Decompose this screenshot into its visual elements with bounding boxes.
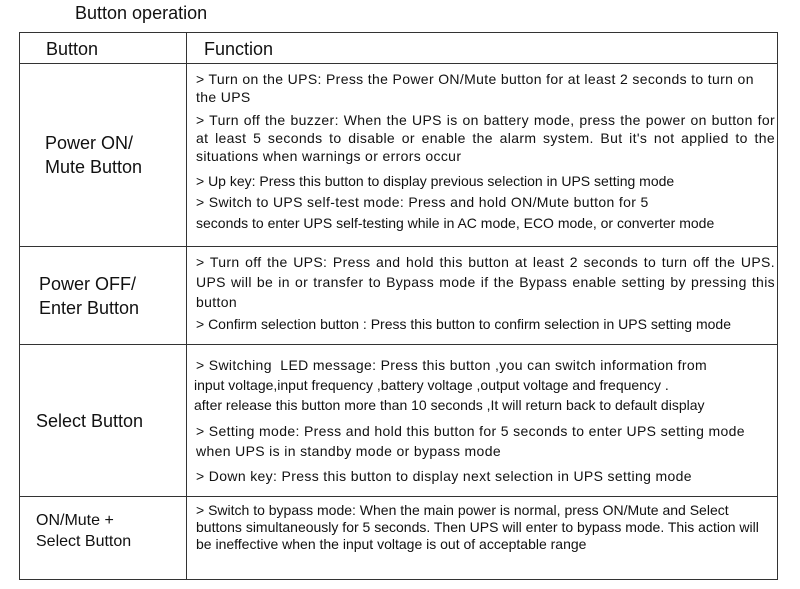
function-text: > Up key: Press this button to display previous selection in UPS setting mode — [196, 173, 675, 189]
header-button-label: Button — [46, 39, 99, 59]
button-name-line: Select Button — [36, 411, 144, 431]
table-row-power-off — [20, 247, 780, 345]
function-text: after release this button more than 10 seconds ,It will return back to default display — [194, 397, 705, 413]
table-row-onmute-select — [20, 497, 777, 579]
function-text: > Confirm selection button : Press this button to confirm selection in UPS setting mode — [196, 316, 731, 332]
function-text: > Turn off the UPS: Press and hold this button at least 2 seconds to turn off the UPS. UPS will be in or transfer to Bypass mode if the Bypass enable setting by pressing this button — [196, 254, 780, 310]
button-cell — [20, 345, 187, 496]
button-cell — [20, 247, 187, 344]
header-button-cell — [20, 33, 187, 63]
button-name-line: Mute Button — [45, 157, 143, 177]
page-title: Button operation — [75, 3, 208, 23]
function-text: > Down key: Press this button to display next selection in UPS setting mode — [196, 468, 692, 484]
table-row-power-on — [20, 64, 780, 247]
function-text: > Turn off the buzzer: When the UPS is on battery mode, press the power on button for at least 5 seconds to disable or enable the alarm system. But it's not applied to the situations when warnings or errors occur — [196, 112, 780, 164]
button-operation-table — [19, 32, 778, 580]
button-name — [45, 131, 142, 179]
function-cell — [187, 64, 780, 246]
button-cell — [20, 497, 187, 579]
button-name — [36, 510, 131, 552]
header-function-cell — [187, 33, 777, 63]
button-name-line: Power OFF/ — [39, 274, 137, 294]
button-cell — [20, 64, 187, 246]
function-cell — [187, 497, 777, 579]
function-text: seconds to enter UPS self-testing while in AC mode, ECO mode, or converter mode — [196, 215, 715, 231]
button-name-line: ON/Mute + — [36, 512, 114, 529]
function-text: input voltage,input frequency ,battery voltage ,output voltage and frequency . — [194, 377, 669, 393]
function-text: > Setting mode: Press and hold this button for 5 seconds to enter UPS setting mode when UPS is in standby mode or bypass mode — [196, 423, 750, 459]
function-text: > Switch to UPS self-test mode: Press and hold ON/Mute button for 5 — [196, 194, 649, 210]
function-text: > Turn on the UPS: Press the Power ON/Mute button for at least 2 seconds to turn on the UPS — [196, 71, 759, 105]
header-function-label: Function — [204, 39, 274, 59]
function-cell — [187, 247, 780, 344]
function-text: > Switching LED message: Press this button ,you can switch information from — [196, 357, 707, 373]
table-header-row — [20, 33, 777, 64]
function-cell — [187, 345, 777, 496]
table-row-select — [20, 345, 777, 497]
button-name-line: Power ON/ — [45, 133, 134, 153]
button-name — [36, 409, 143, 433]
button-name-line: Enter Button — [39, 298, 140, 318]
function-text: > Switch to bypass mode: When the main power is normal, press ON/Mute and Select buttons simultaneously for 5 seconds. Then UPS will enter to bypass mode. This action will be ineffective when the input voltage is out of acceptable range — [196, 502, 763, 552]
button-name — [39, 272, 139, 320]
button-name-line: Select Button — [36, 533, 132, 550]
